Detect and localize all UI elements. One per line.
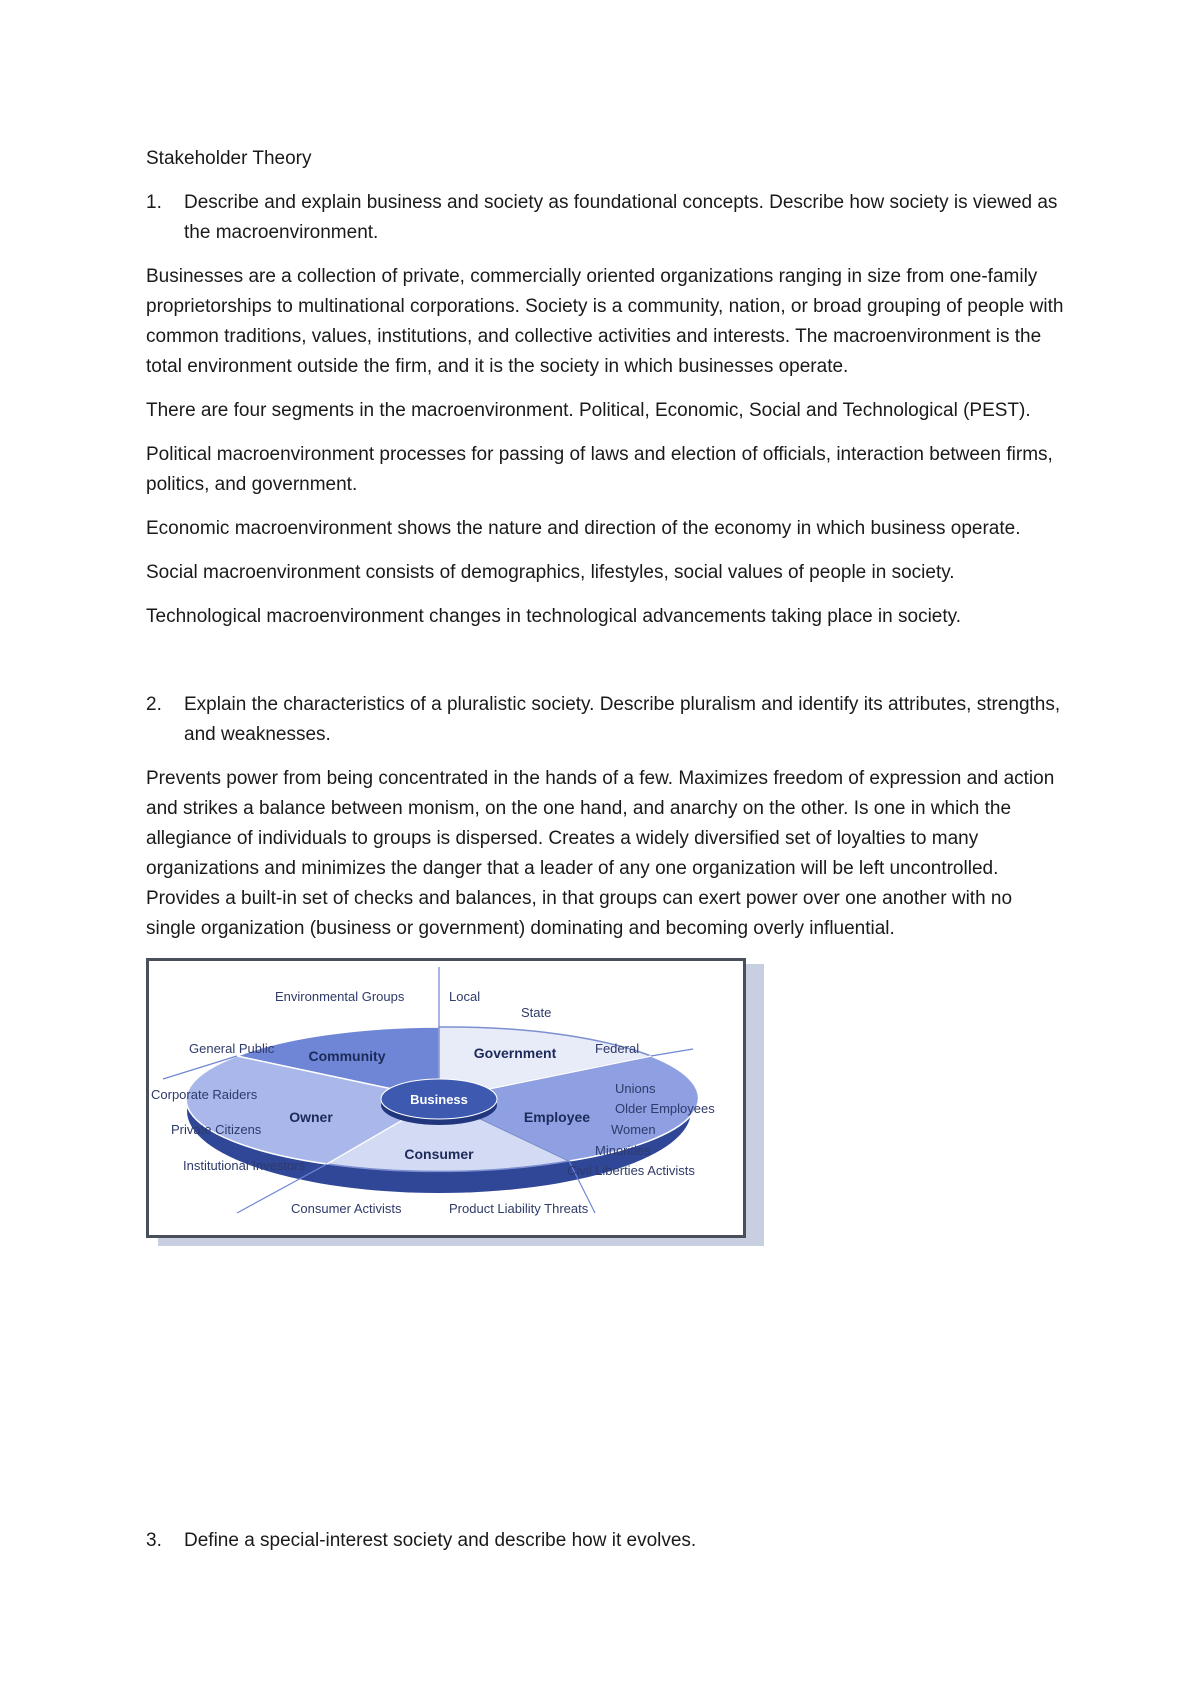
label-corporate-raiders: Corporate Raiders xyxy=(151,1087,258,1102)
segment-community-label: Community xyxy=(308,1048,386,1064)
paragraph-economic: Economic macroenvironment shows the nature and direction of the economy in which business operate. xyxy=(146,518,1021,539)
paragraph-business-society: Businesses are a collection of private, commercially oriented organizations ranging in size from one-family proprietorships to multinational corporations. Society is a community, nation, or broad grouping of people with common traditions, values, institutions, and collective activities and interests. The macroenvironment is the total environment outside the firm, and it is the society in which businesses operate. xyxy=(146,266,1064,377)
document-body xyxy=(146,144,1066,1244)
label-private-citizens: Private Citizens xyxy=(171,1122,262,1137)
segment-government-label: Government xyxy=(473,1045,557,1061)
label-product-liability-threats: Product Liability Threats xyxy=(449,1201,589,1216)
segment-employee-label: Employee xyxy=(523,1109,591,1125)
label-state: State xyxy=(521,1005,552,1020)
segment-consumer-label: Consumer xyxy=(404,1146,474,1162)
label-federal: Federal xyxy=(595,1041,640,1056)
question-2 xyxy=(146,690,1066,750)
question-2-number: 2. xyxy=(146,694,162,715)
stakeholder-diagram-frame xyxy=(146,958,746,1238)
label-women: Women xyxy=(611,1122,656,1137)
label-unions: Unions xyxy=(615,1081,656,1096)
paragraph-technological: Technological macroenvironment changes in technological advancements taking place in society. xyxy=(146,606,962,627)
paragraph-pest: There are four segments in the macroenvironment. Political, Economic, Social and Technological (PEST). xyxy=(146,400,1031,421)
label-local: Local xyxy=(449,989,481,1004)
paragraph-social: Social macroenvironment consists of demographics, lifestyles, social values of people in society. xyxy=(146,562,955,583)
label-consumer-activists: Consumer Activists xyxy=(291,1201,402,1216)
question-3-number: 3. xyxy=(146,1530,162,1551)
label-older-employees: Older Employees xyxy=(615,1101,715,1116)
label-institutional-investors: Institutional Investors xyxy=(183,1158,306,1173)
label-civil-liberties-activists: Civil Liberties Activists xyxy=(567,1163,695,1178)
label-environmental-groups: Environmental Groups xyxy=(275,989,405,1004)
label-general-public: General Public xyxy=(189,1041,275,1056)
segment-owner-label: Owner xyxy=(289,1109,333,1125)
stakeholder-diagram-figure xyxy=(146,958,756,1244)
question-1-text: Describe and explain business and society as foundational concepts. Describe how society is viewed as the macroenvironment. xyxy=(184,192,1058,243)
question-3 xyxy=(146,1526,1104,1556)
paragraph-pluralism: Prevents power from being concentrated in the hands of a few. Maximizes freedom of expression and action and strikes a balance between monism, on the one hand, and anarchy on the other. Is one in which the allegiance of individuals to groups is dispersed. Creates a widely diversified set of loyalties to many organizations and minimizes the danger that a leader of any one organization will be left uncontrolled. Provides a built-in set of checks and balances, in that groups can exert power over one another with no single organization (business or government) dominating and becoming overly influential. xyxy=(146,768,1055,939)
stakeholder-diagram xyxy=(149,961,743,1235)
question-1 xyxy=(146,188,1066,248)
question-2-text: Explain the characteristics of a pluralistic society. Describe pluralism and identify its attributes, strengths, and weaknesses. xyxy=(184,694,1061,745)
question-1-number: 1. xyxy=(146,192,162,213)
spoke-right xyxy=(651,1049,693,1056)
paragraph-political: Political macroenvironment processes for passing of laws and election of officials, interaction between firms, politics, and government. xyxy=(146,444,1053,495)
label-minorities: Minorities xyxy=(595,1143,651,1158)
spacer xyxy=(146,646,1066,690)
document-title: Stakeholder Theory xyxy=(146,148,312,169)
center-label: Business xyxy=(410,1092,468,1107)
question-3-text: Define a special-interest society and describe how it evolves. xyxy=(184,1530,697,1551)
